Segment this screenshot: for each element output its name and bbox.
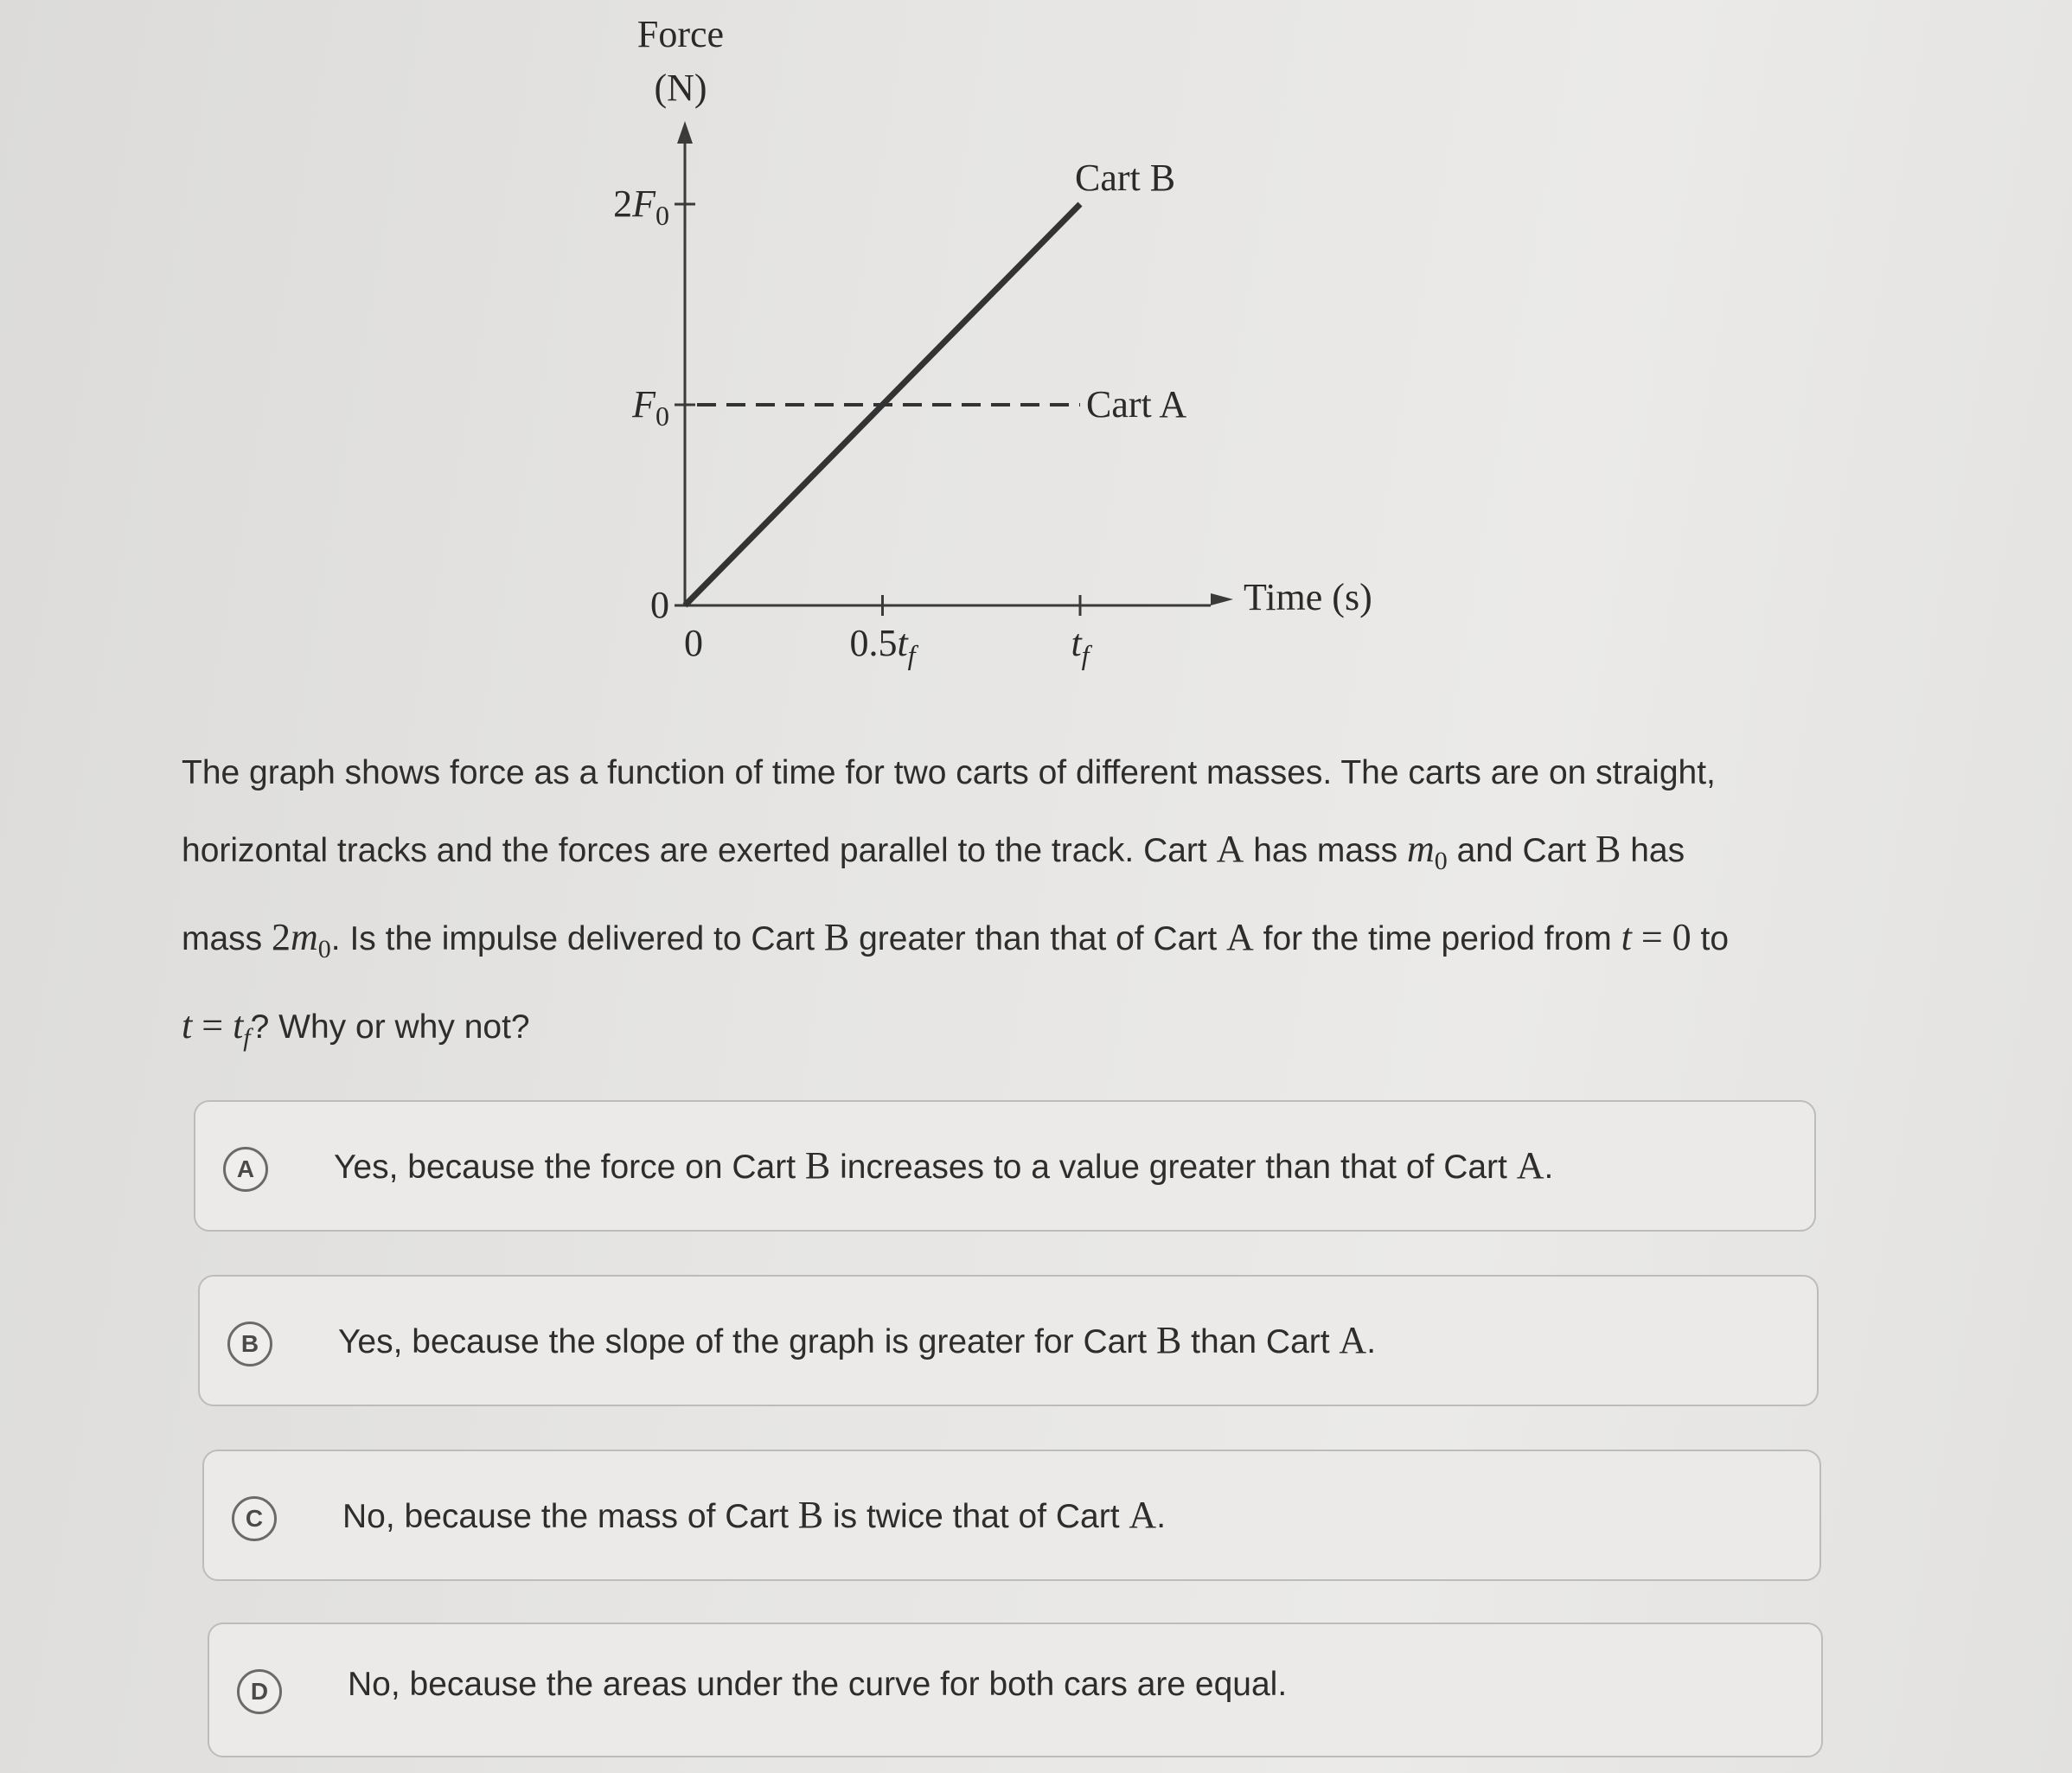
- math-cart-a: A: [1516, 1144, 1544, 1187]
- option-letter-c-badge: C: [232, 1496, 277, 1541]
- text-segment: mass: [182, 919, 272, 957]
- math-subscript-0: 0: [317, 934, 331, 963]
- math-subscript-f: f: [243, 1022, 251, 1052]
- text-segment: than Cart: [1181, 1323, 1340, 1360]
- y-axis-label: Force: [636, 13, 725, 55]
- math-m: m: [291, 915, 318, 958]
- question-line-2: [182, 811, 1825, 899]
- x-tick-tf-label: $t_f$: [1071, 622, 1090, 670]
- text-segment: .: [1366, 1323, 1377, 1360]
- math-cart-b: B: [1596, 828, 1621, 870]
- math-cart-b: B: [804, 1144, 831, 1187]
- text-segment: to: [1691, 919, 1730, 957]
- text-segment: .: [1156, 1498, 1167, 1535]
- question-line-4: [182, 988, 1825, 1076]
- option-letter-a-badge: A: [223, 1147, 268, 1192]
- option-letter-b-badge: B: [227, 1322, 272, 1367]
- math-cart-a: A: [1129, 1494, 1157, 1536]
- math-cart-b: B: [823, 915, 850, 958]
- question-line-3: [182, 899, 1825, 988]
- math-subscript-0: 0: [1434, 846, 1448, 875]
- text-segment: horizontal tracks and the forces are exerted parallel to the track. Cart: [182, 832, 1217, 869]
- text-segment: The graph shows force as a function of time for two carts of different masses. The carts are on straight,: [182, 754, 1716, 791]
- math-cart-a: A: [1339, 1319, 1367, 1361]
- x-tick-0-label: 0: [684, 622, 703, 664]
- y-tick-2f0-label: $2F_0$: [613, 182, 669, 231]
- text-segment: .: [1544, 1149, 1554, 1186]
- option-a-text: [334, 1143, 1553, 1187]
- math-cart-b: B: [1155, 1319, 1182, 1361]
- text-segment: No, because the mass of Cart: [342, 1498, 798, 1535]
- text-segment: and Cart: [1447, 832, 1596, 869]
- answer-option-c[interactable]: [202, 1450, 1821, 1581]
- text-segment: greater than that of Cart: [849, 919, 1226, 957]
- question-line-1: [182, 735, 1825, 811]
- y-axis-arrow-icon: [677, 121, 693, 144]
- math-cart-b: B: [797, 1494, 824, 1536]
- text-segment: has mass: [1244, 832, 1407, 869]
- text-segment: Yes, because the slope of the graph is greater for Cart: [338, 1323, 1156, 1360]
- math-equals: =: [192, 1003, 233, 1047]
- text-segment: for the time period from: [1253, 919, 1621, 957]
- y-tick-0-label: 0: [650, 584, 669, 626]
- answer-option-a[interactable]: [194, 1100, 1816, 1232]
- cart-b-label: Cart B: [1075, 157, 1176, 199]
- option-c-text: [342, 1493, 1166, 1537]
- text-segment: increases to a value greater than that of Cart: [830, 1149, 1517, 1186]
- question-text: [182, 735, 1825, 1075]
- option-b-text: [338, 1318, 1376, 1362]
- math-t: t: [233, 1003, 244, 1047]
- cart-a-label: Cart A: [1086, 383, 1187, 426]
- x-axis-label: Time (s): [1244, 576, 1372, 618]
- text-segment: ? Why or why not?: [250, 1008, 530, 1046]
- text-segment: has: [1621, 832, 1685, 869]
- answer-option-d[interactable]: [208, 1623, 1823, 1757]
- option-letter-d-badge: D: [237, 1669, 282, 1714]
- math-m: m: [1406, 828, 1435, 870]
- option-d-text: [348, 1666, 1287, 1704]
- text-segment: Yes, because the force on Cart: [334, 1149, 805, 1186]
- math-t: t: [182, 1003, 193, 1047]
- text-segment: No, because the areas under the curve for both cars are equal.: [348, 1666, 1288, 1703]
- text-segment: . Is the impulse delivered to Cart: [330, 919, 824, 957]
- x-tick-half-tf-label: $0.5t_f$: [849, 622, 916, 670]
- math-2: 2: [272, 915, 291, 958]
- x-axis-arrow-icon: [1211, 593, 1233, 605]
- math-t: t: [1621, 915, 1632, 958]
- math-equals-0: = 0: [1631, 915, 1691, 958]
- force-time-graph: [0, 0, 1470, 692]
- math-cart-a: A: [1226, 915, 1254, 958]
- y-tick-f0-label: $F_0$: [632, 383, 669, 432]
- y-axis-unit: (N): [654, 67, 707, 109]
- answer-option-b[interactable]: [198, 1275, 1819, 1406]
- math-cart-a: A: [1216, 828, 1244, 870]
- text-segment: is twice that of Cart: [823, 1498, 1129, 1535]
